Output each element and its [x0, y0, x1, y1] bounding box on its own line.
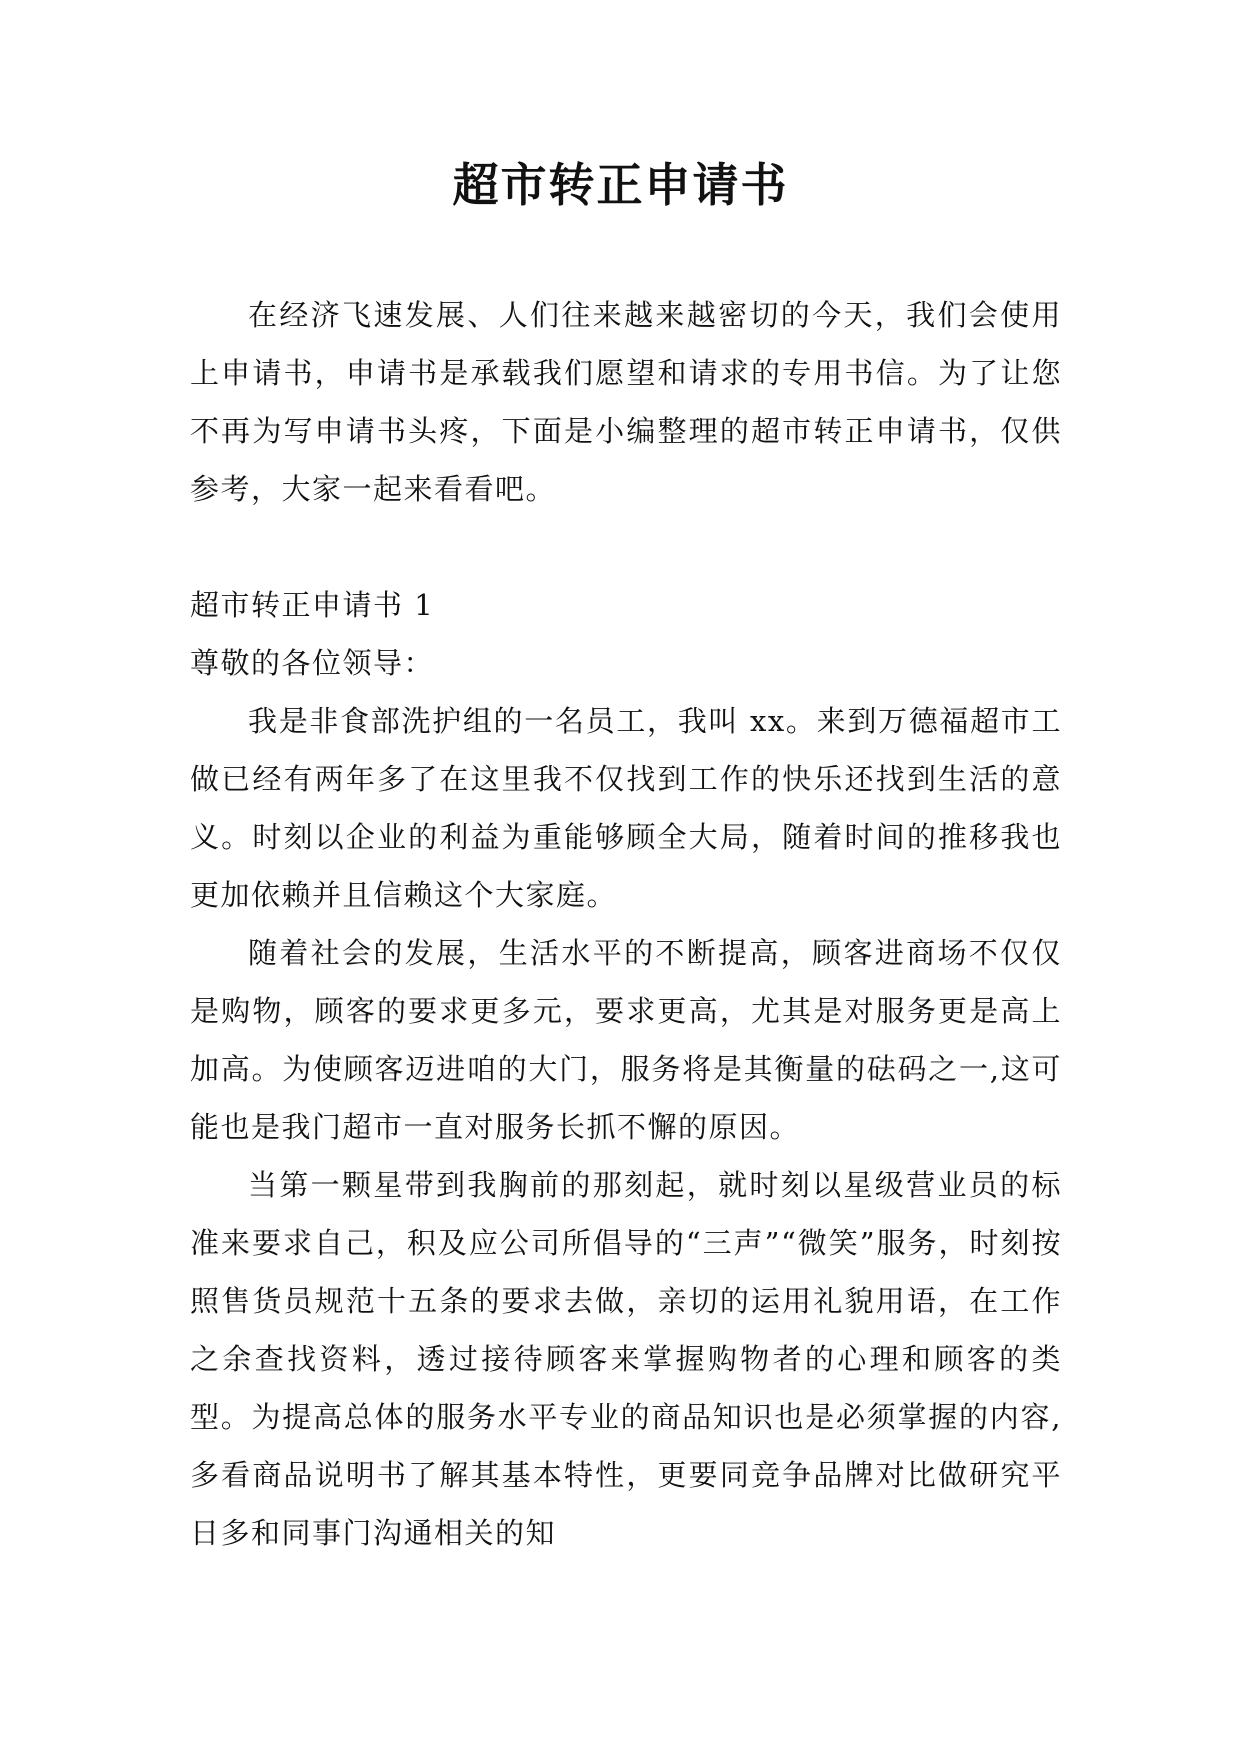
body-paragraph: 当第一颗星带到我胸前的那刻起，就时刻以星级营业员的标准来要求自己，积及应公司所倡导的“三声”“微笑”服务，时刻按照售货员规范十五条的要求去做，亲切的运用礼貌用语，在工作之余查找资料，透过接待顾客来掌握购物者的心理和顾客的类型。为提高总体的服务水平专业的商品知识也是必须掌握的内容,多看商品说明书了解其基本特性，更要同竞争品牌对比做研究平日多和同事门沟通相关的知: [190, 1168, 1062, 1550]
salutation: 尊敬的各位领导：: [190, 646, 435, 680]
document-body: [190, 286, 1062, 1562]
spacer: [190, 518, 1062, 576]
body-paragraph: 我是非食部洗护组的一名员工，我叫 xx。来到万德福超市工做已经有两年多了在这里我不仅找到工作的快乐还找到生活的意义。时刻以企业的利益为重能够顾全大局，随着时间的推移我也更加依赖并且信赖这个大家庭。: [190, 704, 1062, 912]
document-title: 超市转正申请书: [452, 158, 789, 212]
intro-paragraph: 在经济飞速发展、人们往来越来越密切的今天，我们会使用上申请书，申请书是承载我们愿望和请求的专用书信。为了让您不再为写申请书头疼，下面是小编整理的超市转正申请书，仅供参考，大家一起来看看吧。: [190, 298, 1062, 506]
section-heading: 超市转正申请书 1: [190, 588, 435, 622]
body-paragraph: 随着社会的发展，生活水平的不断提高，顾客进商场不仅仅是购物，顾客的要求更多元，要求更高，尤其是对服务更是高上加高。为使顾客迈进咱的大门，服务将是其衡量的砝码之一,这可能也是我门超市一直对服务长抓不懈的原因。: [190, 936, 1062, 1144]
